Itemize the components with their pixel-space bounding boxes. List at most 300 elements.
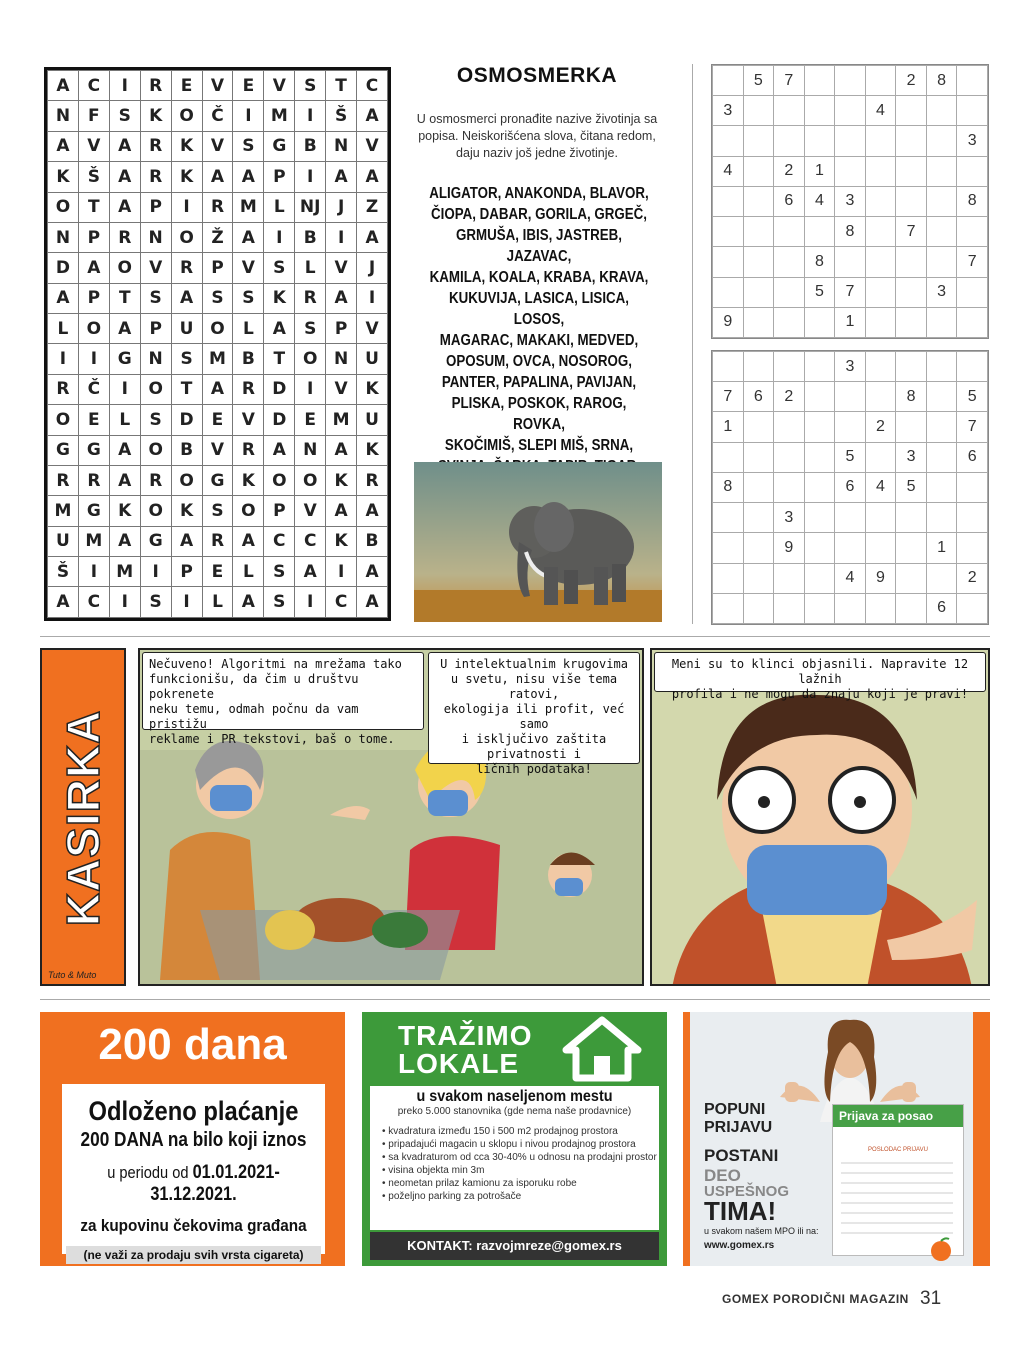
word-search-cell: M bbox=[48, 496, 79, 526]
sudoku-cell[interactable] bbox=[926, 472, 957, 502]
sudoku-cell: 8 bbox=[926, 66, 957, 96]
sudoku-cell[interactable] bbox=[774, 126, 805, 156]
sudoku-cell[interactable] bbox=[835, 533, 866, 563]
word-search-cell: E bbox=[171, 71, 202, 101]
sudoku-cell[interactable] bbox=[743, 593, 774, 623]
page-number: 31 bbox=[920, 1288, 942, 1309]
sudoku-cell[interactable] bbox=[926, 156, 957, 186]
sudoku-cell[interactable] bbox=[835, 66, 866, 96]
sudoku-cell[interactable] bbox=[896, 96, 927, 126]
sudoku-cell: 6 bbox=[835, 472, 866, 502]
word-list-line: MAGARAC, MAKAKI, MEDVED, bbox=[439, 332, 639, 349]
word-search-cell: C bbox=[264, 526, 295, 556]
sudoku-cell: 5 bbox=[835, 442, 866, 472]
word-search-cell: Č bbox=[202, 101, 233, 131]
sudoku-cell[interactable] bbox=[774, 412, 805, 442]
word-search-cell: L bbox=[109, 405, 140, 435]
word-search-cell: O bbox=[48, 405, 79, 435]
sudoku-cell[interactable] bbox=[804, 412, 835, 442]
word-search-cell: T bbox=[264, 344, 295, 374]
sudoku-cell[interactable] bbox=[896, 277, 927, 307]
sudoku-cell[interactable] bbox=[896, 307, 927, 337]
job-application-form-image bbox=[832, 1104, 964, 1256]
sudoku-cell[interactable] bbox=[774, 307, 805, 337]
sudoku-cell[interactable] bbox=[926, 382, 957, 412]
word-search-cell: B bbox=[295, 131, 326, 161]
word-search-cell: V bbox=[202, 71, 233, 101]
elephant-photo bbox=[414, 462, 662, 622]
word-search-cell: A bbox=[357, 101, 388, 131]
word-search-cell: K bbox=[326, 526, 357, 556]
list-item: • sa kvadraturom od cca 30-40% u odnosu na prodajni prostor bbox=[382, 1151, 659, 1164]
word-search-cell: P bbox=[140, 314, 171, 344]
sudoku-cell[interactable] bbox=[743, 277, 774, 307]
sudoku-cell[interactable] bbox=[713, 533, 744, 563]
sudoku-cell[interactable] bbox=[865, 217, 896, 247]
sudoku-cell[interactable] bbox=[774, 593, 805, 623]
sudoku-cell[interactable] bbox=[713, 442, 744, 472]
sudoku-cell[interactable] bbox=[804, 66, 835, 96]
bubble-line: U intelektualnim krugovima bbox=[440, 657, 628, 671]
sudoku-cell[interactable] bbox=[926, 352, 957, 382]
word-search-cell: A bbox=[109, 526, 140, 556]
sudoku-cell[interactable] bbox=[804, 563, 835, 593]
ad3-line3: POSTANI bbox=[704, 1146, 779, 1165]
word-search-cell: A bbox=[326, 283, 357, 313]
sudoku-cell[interactable] bbox=[743, 217, 774, 247]
word-search-cell: N bbox=[48, 222, 79, 252]
sudoku-cell[interactable] bbox=[865, 352, 896, 382]
word-list-line: KUKUVIJA, LASICA, LISICA, LOSOS, bbox=[449, 290, 629, 328]
word-search-cell: U bbox=[48, 526, 79, 556]
sudoku-cell[interactable] bbox=[957, 66, 988, 96]
word-search-row bbox=[48, 131, 388, 161]
sudoku-cell[interactable] bbox=[743, 533, 774, 563]
sudoku-cell[interactable] bbox=[926, 126, 957, 156]
sudoku-cell[interactable] bbox=[743, 442, 774, 472]
sudoku-cell[interactable] bbox=[865, 156, 896, 186]
sudoku-cell[interactable] bbox=[774, 472, 805, 502]
word-search-cell: I bbox=[171, 587, 202, 618]
word-list-line: PANTER, PAPALINA, PAVIJAN, bbox=[441, 374, 637, 391]
sudoku-cell[interactable] bbox=[804, 307, 835, 337]
word-search-cell: T bbox=[78, 192, 109, 222]
word-search-cell: S bbox=[109, 101, 140, 131]
sudoku-grid-2 bbox=[711, 350, 989, 625]
sudoku-cell[interactable] bbox=[713, 66, 744, 96]
sudoku-cell[interactable] bbox=[835, 503, 866, 533]
sudoku-row bbox=[713, 307, 988, 337]
word-search-cell: O bbox=[48, 192, 79, 222]
word-search-cell: S bbox=[171, 344, 202, 374]
sudoku-cell[interactable] bbox=[774, 277, 805, 307]
word-search-cell: M bbox=[326, 405, 357, 435]
word-search-cell: C bbox=[78, 587, 109, 618]
word-search-cell: L bbox=[202, 587, 233, 618]
word-search-cell: T bbox=[109, 283, 140, 313]
word-search-row bbox=[48, 557, 388, 587]
word-search-cell: P bbox=[171, 557, 202, 587]
word-search-cell: K bbox=[326, 465, 357, 495]
sudoku-cell: 4 bbox=[835, 563, 866, 593]
word-search-cell: O bbox=[140, 435, 171, 465]
word-search-cell: A bbox=[109, 435, 140, 465]
word-search-cell: V bbox=[326, 253, 357, 283]
sudoku-cell[interactable] bbox=[835, 96, 866, 126]
bubble-line: u svetu, nisu više tema ratovi, bbox=[450, 672, 618, 701]
word-search-cell: A bbox=[109, 465, 140, 495]
word-search-cell: O bbox=[295, 344, 326, 374]
word-search-cell: N bbox=[326, 344, 357, 374]
sudoku-cell[interactable] bbox=[896, 186, 927, 216]
sudoku-cell[interactable] bbox=[926, 503, 957, 533]
word-search-cell: M bbox=[109, 557, 140, 587]
sudoku-cell[interactable] bbox=[804, 593, 835, 623]
sudoku-cell: 8 bbox=[957, 186, 988, 216]
word-search-cell: A bbox=[171, 526, 202, 556]
sudoku-cell: 3 bbox=[835, 186, 866, 216]
word-search-cell: L bbox=[48, 314, 79, 344]
word-search-cell: A bbox=[357, 557, 388, 587]
sudoku-cell[interactable] bbox=[896, 503, 927, 533]
sudoku-cell[interactable] bbox=[835, 156, 866, 186]
sudoku-cell[interactable] bbox=[865, 533, 896, 563]
sudoku-cell[interactable] bbox=[713, 217, 744, 247]
word-search-cell: K bbox=[171, 496, 202, 526]
sudoku-cell: 5 bbox=[957, 382, 988, 412]
sudoku-cell[interactable] bbox=[743, 96, 774, 126]
sudoku-cell[interactable] bbox=[957, 307, 988, 337]
word-search-cell: L bbox=[264, 192, 295, 222]
word-search-grid bbox=[44, 67, 391, 621]
sudoku-cell[interactable] bbox=[865, 186, 896, 216]
ad3-line1: POPUNI bbox=[704, 1101, 766, 1118]
sudoku-cell[interactable] bbox=[865, 442, 896, 472]
ad2-requirements-list bbox=[382, 1125, 659, 1203]
sudoku-cell[interactable] bbox=[713, 186, 744, 216]
sudoku-row bbox=[713, 563, 988, 593]
sudoku-cell[interactable] bbox=[713, 277, 744, 307]
sudoku-cell[interactable] bbox=[865, 382, 896, 412]
ad2-title-line1: TRAŽIMO bbox=[398, 1020, 533, 1051]
word-search-cell: A bbox=[357, 496, 388, 526]
sudoku-cell[interactable] bbox=[835, 126, 866, 156]
word-search-cell: M bbox=[264, 101, 295, 131]
sudoku-cell[interactable] bbox=[804, 472, 835, 502]
word-list-line: SKOČIMIŠ, SLEPI MIŠ, SRNA, bbox=[444, 437, 634, 454]
form-lines bbox=[833, 1153, 963, 1263]
word-search-row bbox=[48, 222, 388, 252]
sudoku-cell[interactable] bbox=[835, 247, 866, 277]
sudoku-cell: 8 bbox=[896, 382, 927, 412]
word-search-cell: I bbox=[140, 557, 171, 587]
word-search-row bbox=[48, 587, 388, 618]
word-search-cell: K bbox=[48, 162, 79, 192]
sudoku-cell[interactable] bbox=[896, 412, 927, 442]
word-search-cell: A bbox=[171, 283, 202, 313]
sudoku-cell[interactable] bbox=[743, 156, 774, 186]
sudoku-cell: 1 bbox=[804, 156, 835, 186]
sudoku-cell[interactable] bbox=[926, 307, 957, 337]
sudoku-cell[interactable] bbox=[743, 563, 774, 593]
sudoku-cell: 4 bbox=[804, 186, 835, 216]
word-search-cell: D bbox=[264, 405, 295, 435]
sudoku-cell[interactable] bbox=[743, 126, 774, 156]
sudoku-cell[interactable] bbox=[896, 593, 927, 623]
sudoku-row bbox=[713, 156, 988, 186]
sudoku-cell[interactable] bbox=[713, 563, 744, 593]
sudoku-cell[interactable] bbox=[957, 503, 988, 533]
word-search-row bbox=[48, 344, 388, 374]
ad1-line1: Odloženo plaćanje bbox=[88, 1096, 299, 1126]
sudoku-cell[interactable] bbox=[804, 217, 835, 247]
word-search-cell: C bbox=[295, 526, 326, 556]
sudoku-cell[interactable] bbox=[926, 186, 957, 216]
sudoku-cell[interactable] bbox=[926, 217, 957, 247]
word-search-cell: O bbox=[295, 465, 326, 495]
sudoku-cell: 6 bbox=[743, 382, 774, 412]
sudoku-cell[interactable] bbox=[865, 277, 896, 307]
word-search-cell: J bbox=[357, 253, 388, 283]
word-search-cell: O bbox=[264, 465, 295, 495]
sudoku-cell: 3 bbox=[896, 442, 927, 472]
word-search-cell: K bbox=[171, 162, 202, 192]
sudoku-cell[interactable] bbox=[713, 352, 744, 382]
word-search-cell: T bbox=[326, 71, 357, 101]
sudoku-cell[interactable] bbox=[804, 126, 835, 156]
word-search-cell: NJ bbox=[295, 192, 326, 222]
sudoku-cell[interactable] bbox=[774, 442, 805, 472]
word-search-cell: L bbox=[233, 314, 264, 344]
sudoku-cell[interactable] bbox=[926, 247, 957, 277]
word-search-cell: K bbox=[171, 131, 202, 161]
word-search-cell: T bbox=[171, 374, 202, 404]
sudoku-cell: 2 bbox=[774, 382, 805, 412]
word-search-cell: I bbox=[109, 587, 140, 618]
comic-panel-2 bbox=[650, 648, 990, 986]
sudoku-cell[interactable] bbox=[713, 503, 744, 533]
sudoku-cell[interactable] bbox=[957, 352, 988, 382]
sudoku-row bbox=[713, 382, 988, 412]
sudoku-row bbox=[713, 66, 988, 96]
word-search-row bbox=[48, 192, 388, 222]
word-search-cell: S bbox=[140, 587, 171, 618]
word-search-cell: Ž bbox=[202, 222, 233, 252]
sudoku-cell[interactable] bbox=[835, 412, 866, 442]
sudoku-cell[interactable] bbox=[774, 247, 805, 277]
word-search-cell: A bbox=[233, 587, 264, 618]
bubble-line: ekologija ili profit, već samo bbox=[443, 702, 625, 731]
sudoku-row bbox=[713, 186, 988, 216]
word-search-cell: A bbox=[233, 162, 264, 192]
word-search-cell: R bbox=[171, 253, 202, 283]
ad2-title-line2: LOKALE bbox=[398, 1048, 520, 1079]
sudoku-cell[interactable] bbox=[896, 156, 927, 186]
sudoku-cell[interactable] bbox=[743, 503, 774, 533]
sudoku-cell[interactable] bbox=[957, 217, 988, 247]
word-search-cell: U bbox=[171, 314, 202, 344]
sudoku-cell[interactable] bbox=[804, 533, 835, 563]
sudoku-row bbox=[713, 217, 988, 247]
word-search-cell: V bbox=[264, 71, 295, 101]
word-search-cell: E bbox=[78, 405, 109, 435]
word-search-cell: V bbox=[78, 131, 109, 161]
word-search-cell: I bbox=[109, 71, 140, 101]
sudoku-cell[interactable] bbox=[896, 563, 927, 593]
word-search-cell: A bbox=[295, 557, 326, 587]
word-search-cell: I bbox=[109, 374, 140, 404]
sudoku-cell: 8 bbox=[804, 247, 835, 277]
word-search-cell: I bbox=[326, 222, 357, 252]
sudoku-cell: 9 bbox=[865, 563, 896, 593]
sudoku-cell[interactable] bbox=[804, 442, 835, 472]
comic-signature: Tuto & Muto bbox=[48, 970, 97, 980]
sudoku-cell[interactable] bbox=[774, 352, 805, 382]
word-search-cell: Z bbox=[357, 192, 388, 222]
sudoku-cell[interactable] bbox=[713, 126, 744, 156]
sudoku-cell[interactable] bbox=[957, 472, 988, 502]
sudoku-cell[interactable] bbox=[835, 382, 866, 412]
word-search-cell: A bbox=[48, 283, 79, 313]
word-search-cell: I bbox=[357, 283, 388, 313]
sudoku-cell[interactable] bbox=[774, 217, 805, 247]
sudoku-cell[interactable] bbox=[865, 66, 896, 96]
ad-looking-for-premises bbox=[362, 1012, 667, 1266]
comic-panel-1 bbox=[138, 648, 644, 986]
sudoku-cell[interactable] bbox=[896, 533, 927, 563]
sudoku-cell: 1 bbox=[835, 307, 866, 337]
footer-magazine-name: GOMEX PORODIČNI MAGAZIN bbox=[722, 1292, 909, 1306]
word-search-cell: F bbox=[78, 101, 109, 131]
sudoku-cell[interactable] bbox=[865, 247, 896, 277]
word-search-cell: Š bbox=[78, 162, 109, 192]
sudoku-cell[interactable] bbox=[774, 563, 805, 593]
sudoku-cell[interactable] bbox=[896, 126, 927, 156]
word-search-row bbox=[48, 496, 388, 526]
word-search-cell: I bbox=[295, 374, 326, 404]
sudoku-cell[interactable] bbox=[957, 533, 988, 563]
sudoku-cell: 6 bbox=[774, 186, 805, 216]
word-search-cell: S bbox=[140, 283, 171, 313]
word-search-cell: R bbox=[48, 374, 79, 404]
word-search-cell: V bbox=[295, 496, 326, 526]
word-search-cell: K bbox=[140, 101, 171, 131]
ad3-line6: TIMA! bbox=[704, 1196, 777, 1226]
sudoku-cell: 5 bbox=[743, 66, 774, 96]
speech-bubble-1 bbox=[142, 652, 424, 746]
sudoku-cell: 7 bbox=[713, 382, 744, 412]
ad2-contact[interactable]: KONTAKT: razvojmreze@gomex.rs bbox=[370, 1232, 659, 1260]
word-search-cell: V bbox=[357, 131, 388, 161]
word-list-line: ALIGATOR, ANAKONDA, BLAVOR, bbox=[429, 185, 649, 202]
sudoku-cell[interactable] bbox=[804, 503, 835, 533]
sudoku-cell[interactable] bbox=[804, 96, 835, 126]
sudoku-cell[interactable] bbox=[896, 352, 927, 382]
sudoku-cell[interactable] bbox=[743, 247, 774, 277]
sudoku-cell[interactable] bbox=[835, 593, 866, 623]
sudoku-cell[interactable] bbox=[865, 593, 896, 623]
word-search-cell: A bbox=[202, 374, 233, 404]
sudoku-cell[interactable] bbox=[957, 593, 988, 623]
sudoku-cell[interactable] bbox=[926, 412, 957, 442]
sudoku-cell[interactable] bbox=[957, 96, 988, 126]
word-search-cell: K bbox=[233, 465, 264, 495]
word-search-cell: K bbox=[264, 283, 295, 313]
sudoku-cell: 9 bbox=[713, 307, 744, 337]
word-search-cell: A bbox=[357, 222, 388, 252]
word-search-cell: I bbox=[78, 557, 109, 587]
word-search-cell: O bbox=[171, 101, 202, 131]
sudoku-cell[interactable] bbox=[926, 563, 957, 593]
sudoku-cell[interactable] bbox=[804, 382, 835, 412]
word-search-row bbox=[48, 526, 388, 556]
sudoku-cell[interactable] bbox=[865, 307, 896, 337]
sudoku-cell[interactable] bbox=[743, 186, 774, 216]
sudoku-cell[interactable] bbox=[926, 442, 957, 472]
word-search-cell: G bbox=[140, 526, 171, 556]
word-search-cell: S bbox=[295, 314, 326, 344]
sudoku-cell: 4 bbox=[865, 472, 896, 502]
sudoku-cell[interactable] bbox=[957, 156, 988, 186]
sudoku-cell[interactable] bbox=[743, 472, 774, 502]
sudoku-cell[interactable] bbox=[865, 503, 896, 533]
word-search-row bbox=[48, 283, 388, 313]
ad3-body bbox=[690, 1012, 973, 1266]
sudoku-cell[interactable] bbox=[713, 247, 744, 277]
sudoku-cell[interactable] bbox=[896, 247, 927, 277]
sudoku-cell[interactable] bbox=[804, 352, 835, 382]
sudoku-cell[interactable] bbox=[743, 307, 774, 337]
sudoku-cell[interactable] bbox=[743, 352, 774, 382]
sudoku-cell: 5 bbox=[804, 277, 835, 307]
word-search-cell: S bbox=[264, 253, 295, 283]
bubble-line: funkcionišu, da čim u društvu pokrenete bbox=[149, 672, 359, 701]
word-search-cell: L bbox=[233, 557, 264, 587]
word-search-cell: A bbox=[48, 587, 79, 618]
word-search-cell: P bbox=[326, 314, 357, 344]
sudoku-cell[interactable] bbox=[774, 96, 805, 126]
word-search-cell: R bbox=[357, 465, 388, 495]
column-divider bbox=[692, 64, 693, 624]
word-search-cell: A bbox=[109, 162, 140, 192]
word-search-cell: R bbox=[48, 465, 79, 495]
word-search-cell: A bbox=[326, 435, 357, 465]
word-search-cell: U bbox=[357, 405, 388, 435]
ad1-period-prefix: u periodu od bbox=[107, 1163, 189, 1182]
sudoku-cell[interactable] bbox=[743, 412, 774, 442]
section-divider bbox=[40, 999, 990, 1000]
ad2-subtitle: u svakom naseljenom mestu bbox=[416, 1088, 613, 1105]
word-search-cell: B bbox=[357, 526, 388, 556]
sudoku-cell[interactable] bbox=[957, 277, 988, 307]
word-search-row bbox=[48, 374, 388, 404]
word-search-cell: B bbox=[233, 344, 264, 374]
sudoku-row bbox=[713, 247, 988, 277]
word-search-cell: U bbox=[357, 344, 388, 374]
word-search-cell: N bbox=[140, 344, 171, 374]
sudoku-cell[interactable] bbox=[713, 593, 744, 623]
word-search-cell: I bbox=[78, 344, 109, 374]
sudoku-cell[interactable] bbox=[865, 126, 896, 156]
word-search-cell: S bbox=[233, 131, 264, 161]
word-search-cell: B bbox=[295, 222, 326, 252]
word-search-cell: R bbox=[233, 374, 264, 404]
sudoku-row bbox=[713, 96, 988, 126]
sudoku-cell[interactable] bbox=[926, 96, 957, 126]
ad3-url[interactable]: www.gomex.rs bbox=[704, 1240, 775, 1251]
sudoku-cell: 7 bbox=[835, 277, 866, 307]
word-search-row bbox=[48, 405, 388, 435]
